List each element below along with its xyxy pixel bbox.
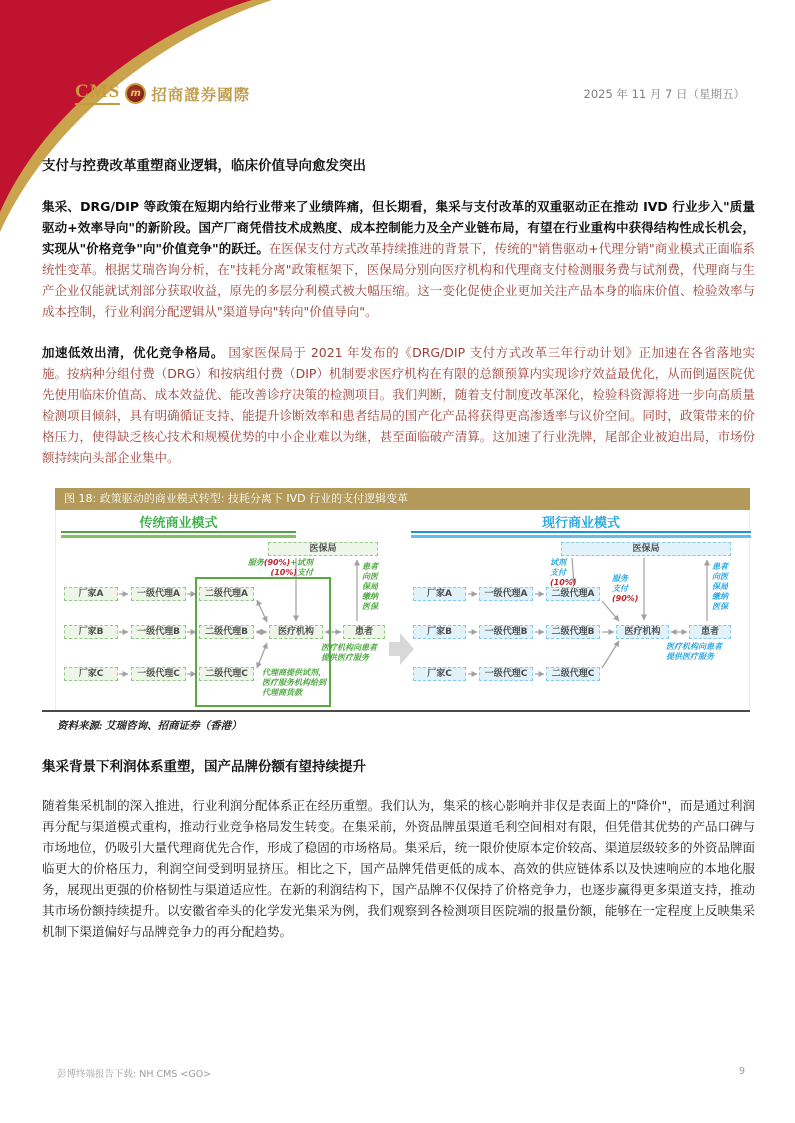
node-agent1-a: 一级代理A xyxy=(131,587,186,601)
node-agent2-b-right: 二级代理B xyxy=(546,625,600,639)
node-factory-c-right: 厂家C xyxy=(413,667,466,681)
node-agent1-a-right: 一级代理A xyxy=(479,587,533,601)
figure-18 xyxy=(55,488,750,733)
node-agent1-c-right: 一级代理C xyxy=(479,667,533,681)
cms-logo-text: CMS xyxy=(75,82,120,105)
figure-diagram xyxy=(55,510,750,710)
node-factory-a: 厂家A xyxy=(64,587,118,601)
node-agent1-c: 一级代理C xyxy=(131,667,186,681)
node-factory-b-right: 厂家B xyxy=(413,625,466,639)
annotation-service-payment: 服务 支付 (90%) xyxy=(612,574,639,603)
page-number: 9 xyxy=(738,1066,745,1077)
right-panel-title: 现行商业模式 xyxy=(541,516,620,531)
paragraph-bold-run: 加速低效出清，优化竞争格局。 xyxy=(42,345,224,360)
annotation-patient-premium-left: 患者向医保局缴纳医保 xyxy=(362,562,378,611)
figure-bottom-rule xyxy=(42,710,750,712)
node-agent2-a: 二级代理A xyxy=(199,587,254,601)
report-body xyxy=(42,154,755,962)
node-agent2-a-right: 二级代理A xyxy=(546,587,600,601)
annotation-agent-supply: 代理商提供试剂，医疗服务机构给到代理商货款 xyxy=(262,668,326,697)
paragraph-policy-drivers xyxy=(42,196,755,322)
left-panel-title: 传统商业模式 xyxy=(139,516,218,531)
cms-logo xyxy=(75,82,250,105)
cms-seal-icon: m xyxy=(125,83,146,104)
annotation-hospital-service-right: 医疗机构向患者提供医疗服务 xyxy=(666,642,722,661)
annotation-payment-split-left: 服务(90%)+试剂(10%)支付 xyxy=(247,558,313,577)
page-header xyxy=(75,82,745,105)
annotation-reagent-payment: 试剂 支付 (10%) xyxy=(550,558,577,587)
paragraph-red-run: 国家医保局于 2021 年发布的《DRG/DIP 支付方式改革三年行动计划》正加速在各省落地实施。按病种分组付费（DRG）和按病组付费（DIP）机制要求医疗机构在有限的总额预算内实现诊疗效益最优化，从而倒逼医院优先使用临床价值高、成本效益优、能改善诊疗决策的检测项目。我们判断，随着支付制度改革深化，检验科资源将进一步向高质量检测项目倾斜，具有明确循证支持、能提升诊断效率和患者结局的国产化产品将获得更高渗透率与议价空间。同时，政策带来的价格压力，使得缺乏核心技术和规模优势的中小企业难以为继，甚至面临破产清算。这加速了行业洗牌，尾部企业被迫出局，市场份额持续向头部企业集中。 xyxy=(42,345,755,465)
page-footer xyxy=(57,1066,745,1080)
node-factory-a-right: 厂家A xyxy=(413,587,466,601)
node-hospital-right: 医疗机构 xyxy=(616,625,669,639)
report-date: 2025 年 11 月 7 日（星期五） xyxy=(583,87,745,101)
node-agent2-c-right: 二级代理C xyxy=(546,667,600,681)
section-heading-profit-reshape: 集采背景下利润体系重塑，国产品牌份额有望持续提升 xyxy=(42,759,366,775)
node-factory-b: 厂家B xyxy=(64,625,118,639)
section-heading-payment-reform: 支付与控费改革重塑商业逻辑，临床价值导向愈发突出 xyxy=(42,158,366,174)
node-patient-left: 患者 xyxy=(343,625,385,639)
cms-brand-name: 招商證券國際 xyxy=(151,85,251,104)
annotation-hospital-service-left: 医疗机构向患者提供医疗服务 xyxy=(321,643,377,662)
paragraph-bold-run: 集采、DRG/DIP 等政策在短期内给行业带来了业绩阵痛，但长期看，集采与支付改革的双重驱动正在推动 IVD 行业步入"质量驱动+效率导向"的新阶段。国产厂商凭借技术成熟度、成本控制能力及全产业链布局，有望在行业重构中获得结构性成长机会，实现从"价格竞争"向"价值竞争"的跃迁。 xyxy=(42,199,755,256)
annotation-patient-premium-right: 患者向医保局缴纳医保 xyxy=(712,562,728,611)
node-agent1-b-right: 一级代理B xyxy=(479,625,533,639)
figure-source: 资料来源: 艾瑞咨询、招商证券（香港） xyxy=(57,721,242,732)
paragraph-profit-reshape: 随着集采机制的深入推进，行业利润分配体系正在经历重塑。我们认为，集采的核心影响并非仅是表面上的"降价"，而是通过利润再分配与渠道模式重构，推动行业竞争格局发生转变。在集采前，外资品牌虽渠道毛利空间相对有限，但凭借其优势的产品口碑与市场地位，仍吸引大量代理商优先合作，形成了稳固的市场格局。集采后，统一限价使原本定价较高、渠道层级较多的外资品牌面临更大的价格压力，利润空间受到明显挤压。相比之下，国产品牌凭借更低的成本、高效的供应链体系以及快速响应的本地化服务，展现出更强的价格韧性与渠道适应性。在新的利润结构下，国产品牌不仅保持了价格竞争力，也逐步赢得更多渠道支持，推动其市场份额持续提升。以安徽省牵头的化学发光集采为例，我们观察到各检测项目医院端的报量份额，能够在一定程度上反映集采机制下渠道偏好与品牌竞争力的再分配趋势。 xyxy=(42,798,755,939)
paragraph-red-run: 在医保支付方式改革持续推进的背景下，传统的"销售驱动+代理分销"商业模式正面临系统性变革。根据艾瑞咨询分析，在"技耗分离"政策框架下，医保局分别向医疗机构和代理商支付检测服务费与试剂费，代理商与生产企业仅能就试剂部分获取收益，原先的多层分利模式被大幅压缩。这一变化促使企业更加关注产品本身的临床价值、检验效率与成本控制，行业利润分配逻辑从"渠道导向"转向"价值导向"。 xyxy=(42,241,755,319)
node-agent1-b: 一级代理B xyxy=(131,625,186,639)
node-agent2-b: 二级代理B xyxy=(199,625,254,639)
paragraph-clearing xyxy=(42,342,755,468)
node-bureau-left: 医保局 xyxy=(268,542,378,556)
figure-title: 图 18: 政策驱动的商业模式转型: 技耗分离下 IVD 行业的支付逻辑变革 xyxy=(55,488,750,510)
bloomberg-download-note: 彭博终端报告下载: NH CMS <GO> xyxy=(57,1069,212,1080)
node-agent2-c: 二级代理C xyxy=(199,667,254,681)
transition-arrow-icon xyxy=(389,633,414,665)
node-factory-c: 厂家C xyxy=(64,667,118,681)
node-patient-right: 患者 xyxy=(689,625,731,639)
node-bureau-right: 医保局 xyxy=(561,542,731,556)
node-hospital-left: 医疗机构 xyxy=(269,625,323,639)
